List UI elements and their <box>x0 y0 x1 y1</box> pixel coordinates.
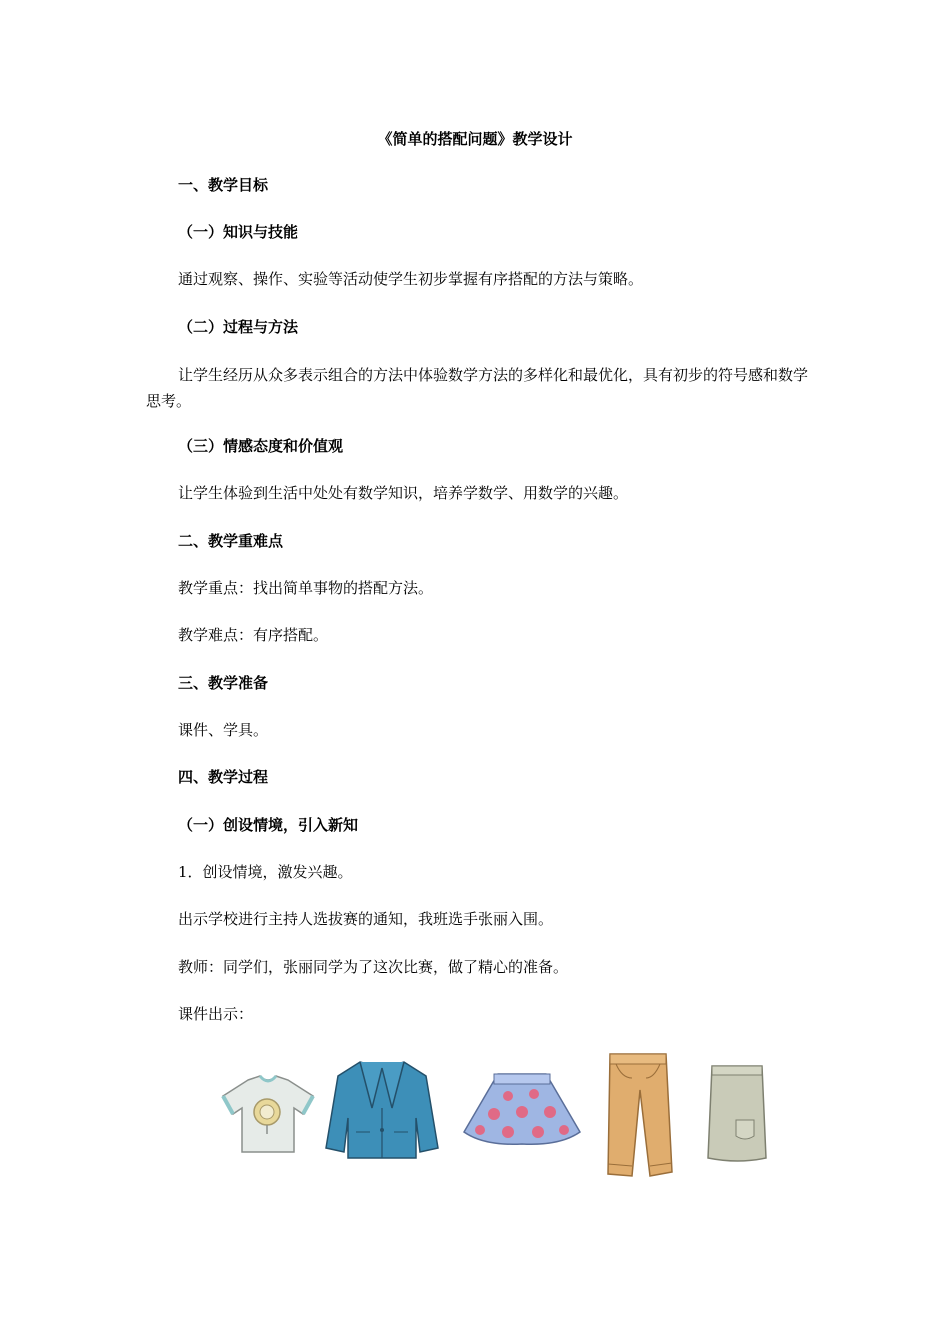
polka-skirt-icon <box>460 1070 585 1150</box>
paragraph-knowledge: 通过观察、操作、实验等活动使学生初步掌握有序搭配的方法与策略。 <box>178 270 644 288</box>
subheading-create-situation: （一）创设情境，引入新知 <box>178 816 359 834</box>
paragraph-key-point: 教学重点：找出简单事物的搭配方法。 <box>178 579 434 597</box>
subheading-attitude-values: （三）情感态度和价值观 <box>178 437 344 455</box>
section-heading-process: 四、教学过程 <box>178 768 269 786</box>
blazer-icon <box>322 1058 442 1163</box>
document-title: 《简单的搭配问题》教学设计 <box>377 130 573 148</box>
clothing-illustration <box>210 1040 790 1190</box>
subheading-knowledge-skills: （一）知识与技能 <box>178 223 299 241</box>
paragraph-preparation: 课件、学具。 <box>178 721 269 739</box>
pencil-skirt-icon <box>702 1062 772 1167</box>
section-heading-objectives: 一、教学目标 <box>178 176 269 194</box>
paragraph-attitude: 让学生体验到生活中处处有数学知识，培养学数学、用数学的兴趣。 <box>178 484 629 502</box>
paragraph-difficulty: 教学难点：有序搭配。 <box>178 626 329 644</box>
section-heading-preparation: 三、教学准备 <box>178 674 269 692</box>
section-heading-key-points: 二、教学重难点 <box>178 532 284 550</box>
tshirt-icon <box>218 1072 318 1157</box>
subheading-process-method: （二）过程与方法 <box>178 318 299 336</box>
paragraph-process: 让学生经历从众多表示组合的方法中体验数学方法的多样化和最优化，具有初步的符号感和数学思考。 <box>146 366 809 410</box>
paragraph-step-1: 1．创设情境，激发兴趣。 <box>178 863 353 881</box>
paragraph-notice: 出示学校进行主持人选拔赛的通知，我班选手张丽入围。 <box>178 910 554 928</box>
paragraph-teacher: 教师：同学们，张丽同学为了这次比赛，做了精心的准备。 <box>178 958 569 976</box>
paragraph-courseware: 课件出示： <box>178 1005 254 1023</box>
pants-icon <box>602 1050 677 1182</box>
